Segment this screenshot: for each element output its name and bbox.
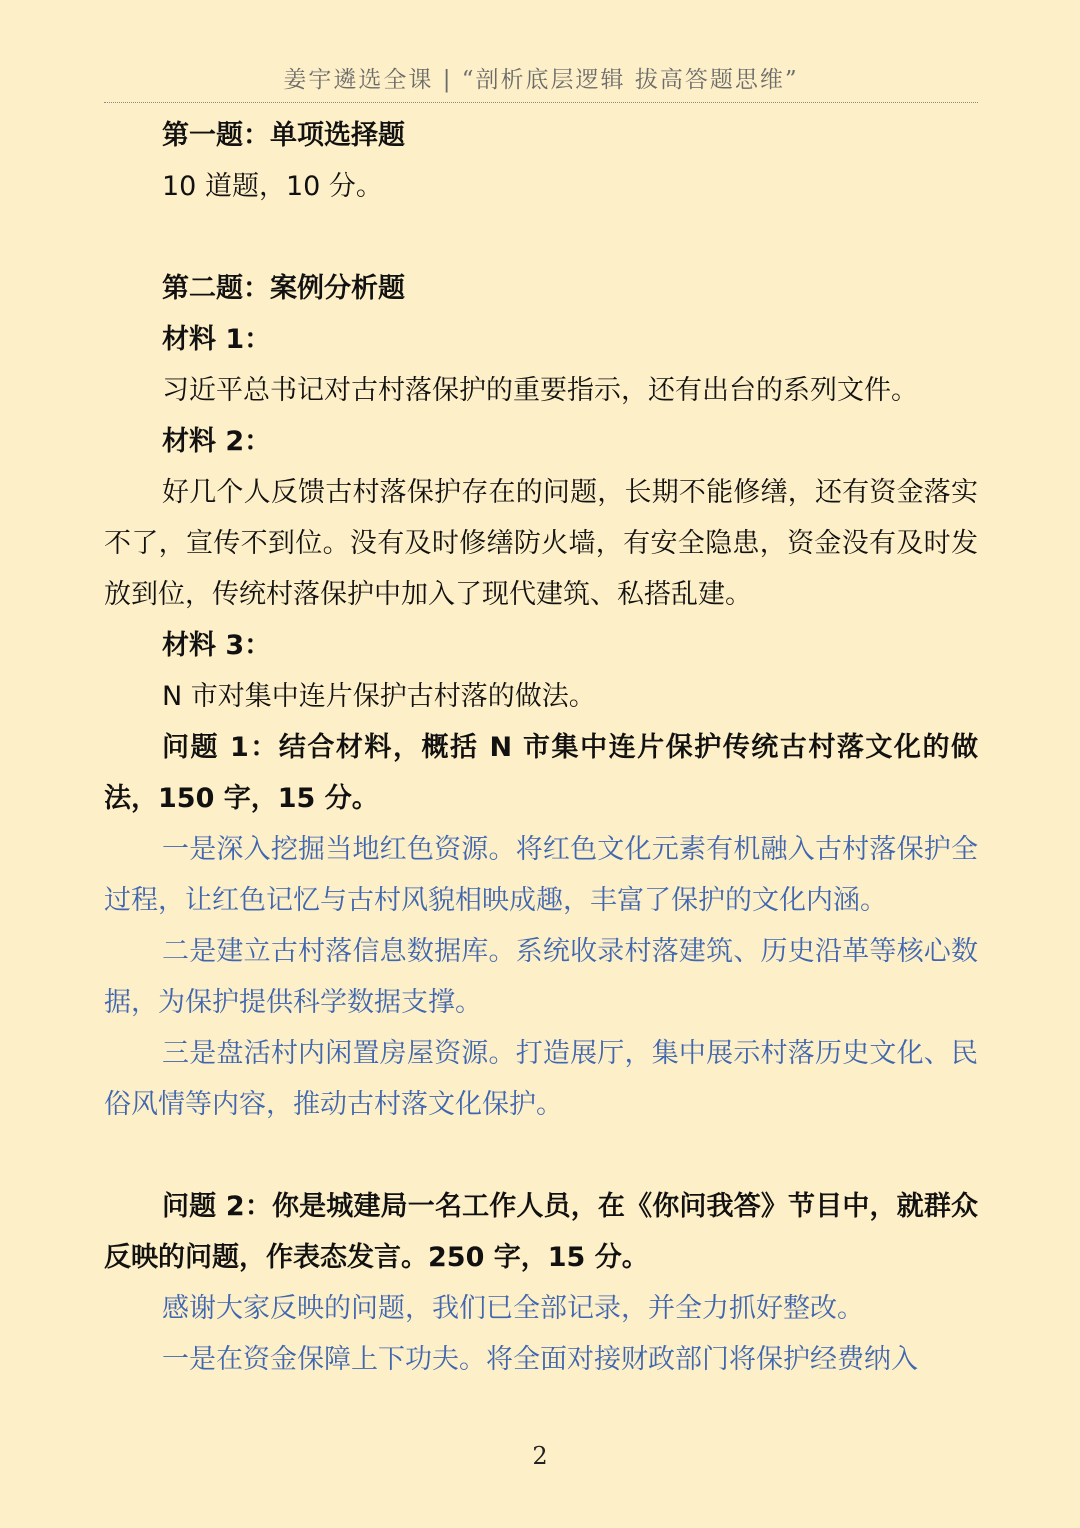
page-header: 姜宇遴选全课 | “剖析底层逻辑 拔高答题思维” <box>283 67 799 93</box>
section1-desc: 10 道题，10 分。 <box>162 171 383 202</box>
page-number: 2 <box>532 1442 548 1470</box>
spacer <box>104 1130 978 1181</box>
section2-title: 第二题：案例分析题 <box>162 273 405 304</box>
material3-label: 材料 3： <box>162 630 272 661</box>
section1-title: 第一题：单项选择题 <box>162 120 405 151</box>
answer2-point1: 一是在资金保障上下功夫。将全面对接财政部门将保护经费纳入 <box>162 1344 918 1375</box>
document-body <box>104 110 978 1385</box>
answer1-point2: 二是建立古村落信息数据库。系统收录村落建筑、历史沿革等核心数据，为保护提供科学数据支撑。 <box>104 936 978 1018</box>
material1-label: 材料 1： <box>162 324 272 355</box>
material2-label: 材料 2： <box>162 426 272 457</box>
material2-text: 好几个人反馈古村落保护存在的问题，长期不能修缮，还有资金落实不了，宣传不到位。没有及时修缮防火墙，有安全隐患，资金没有及时发放到位，传统村落保护中加入了现代建筑、私搭乱建。 <box>104 477 978 610</box>
header-divider <box>104 102 978 103</box>
answer1-point1: 一是深入挖掘当地红色资源。将红色文化元素有机融入古村落保护全过程，让红色记忆与古村风貌相映成趣，丰富了保护的文化内涵。 <box>104 834 978 916</box>
spacer <box>104 212 978 263</box>
material3-text: N 市对集中连片保护古村落的做法。 <box>162 681 596 712</box>
question1: 问题 1：结合材料，概括 N 市集中连片保护传统古村落文化的做法，150 字，15 分。 <box>104 732 978 814</box>
question2: 问题 2：你是城建局一名工作人员，在《你问我答》节目中，就群众反映的问题，作表态发言。250 字，15 分。 <box>104 1191 978 1273</box>
answer1-point3: 三是盘活村内闲置房屋资源。打造展厅，集中展示村落历史文化、民俗风情等内容，推动古村落文化保护。 <box>104 1038 978 1120</box>
answer2-intro: 感谢大家反映的问题，我们已全部记录，并全力抓好整改。 <box>162 1293 864 1324</box>
material1-text: 习近平总书记对古村落保护的重要指示，还有出台的系列文件。 <box>162 375 918 406</box>
